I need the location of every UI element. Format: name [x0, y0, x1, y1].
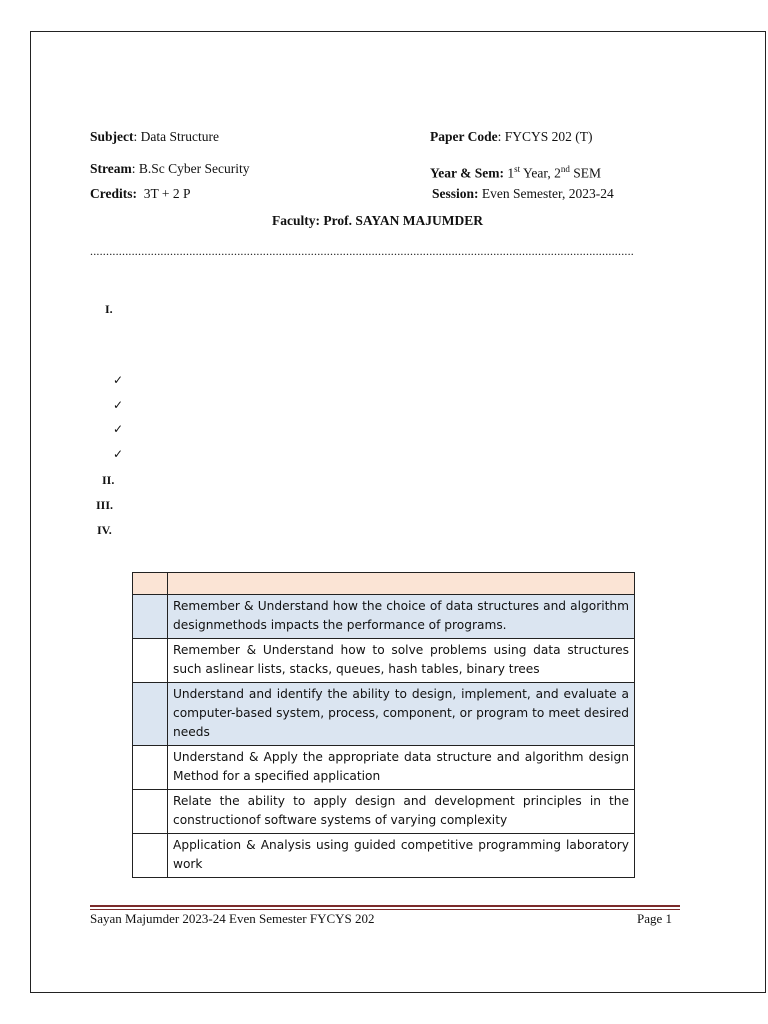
- header-cell: [168, 573, 635, 595]
- year-sem-label: Year & Sem:: [430, 165, 504, 181]
- section-marker-2: II.: [102, 473, 115, 487]
- year-number: 1: [503, 165, 515, 181]
- table-row: [133, 639, 635, 683]
- footer-rule-thin: [90, 909, 680, 910]
- table-row: [133, 746, 635, 790]
- stream-line: [90, 161, 250, 177]
- faculty-line: Faculty: Prof. SAYAN MAJUMDER: [272, 213, 483, 228]
- check-icon: ✓: [113, 373, 124, 387]
- paper-code-value: : FYCYS 202 (T): [497, 129, 593, 144]
- check-icon: ✓: [113, 422, 124, 436]
- year-superscript: st: [514, 164, 521, 174]
- table-header-row: [133, 573, 635, 595]
- check-icon: ✓: [113, 398, 124, 412]
- footer-rule: [90, 905, 680, 907]
- sem-superscript: nd: [560, 164, 570, 174]
- outcome-cell: Understand & Apply the appropriate data structure and algorithm design Method for a specified application: [168, 746, 635, 790]
- row-index-cell: [133, 834, 168, 878]
- course-outcomes-table: [132, 572, 635, 878]
- paper-code-label: Paper Code: [430, 129, 498, 144]
- credits-line: [90, 186, 191, 202]
- stream-label: Stream: [90, 161, 132, 176]
- credits-label: Credits:: [90, 186, 137, 201]
- table-row: [133, 683, 635, 746]
- stream-value: : B.Sc Cyber Security: [131, 161, 250, 176]
- footer-text: Sayan Majumder 2023-24 Even Semester FYCYS 202: [90, 911, 375, 926]
- outcome-cell: Remember & Understand how to solve problems using data structures such aslinear lists, stacks, queues, hash tables, binary trees: [168, 639, 635, 683]
- page-number: Page 1: [637, 911, 673, 926]
- row-index-cell: [133, 639, 168, 683]
- session-line: [432, 186, 614, 202]
- row-index-cell: [133, 683, 168, 746]
- check-icon: ✓: [113, 447, 124, 461]
- subject-label: Subject: [90, 129, 134, 144]
- section-marker-4: IV.: [97, 523, 112, 537]
- header-cell: [133, 573, 168, 595]
- row-index-cell: [133, 790, 168, 834]
- table-row: [133, 790, 635, 834]
- sem-text: SEM: [569, 165, 601, 181]
- dotted-separator: ..........................................................................................................................................................................: [90, 244, 634, 258]
- year-text: Year, 2: [520, 165, 561, 181]
- outcome-cell: Application & Analysis using guided competitive programming laboratory work: [168, 834, 635, 878]
- section-marker-1: I.: [105, 302, 113, 316]
- row-index-cell: [133, 595, 168, 639]
- paper-code-line: [430, 129, 593, 145]
- year-sem-line: [430, 161, 601, 182]
- row-index-cell: [133, 746, 168, 790]
- session-value: Even Semester, 2023-24: [478, 186, 614, 201]
- section-marker-3: III.: [96, 498, 114, 512]
- outcome-cell: Relate the ability to apply design and development principles in the constructionof software systems of varying complexity: [168, 790, 635, 834]
- outcome-cell: Understand and identify the ability to design, implement, and evaluate a computer-based system, process, component, or program to meet desired needs: [168, 683, 635, 746]
- table-row: [133, 834, 635, 878]
- outcome-cell: Remember & Understand how the choice of data structures and algorithm designmethods impacts the performance of programs.: [168, 595, 635, 639]
- credits-value: 3T + 2 P: [137, 186, 191, 201]
- subject-value: : Data Structure: [133, 129, 219, 144]
- subject-line: [90, 129, 219, 145]
- session-label: Session:: [432, 186, 479, 201]
- table-row: [133, 595, 635, 639]
